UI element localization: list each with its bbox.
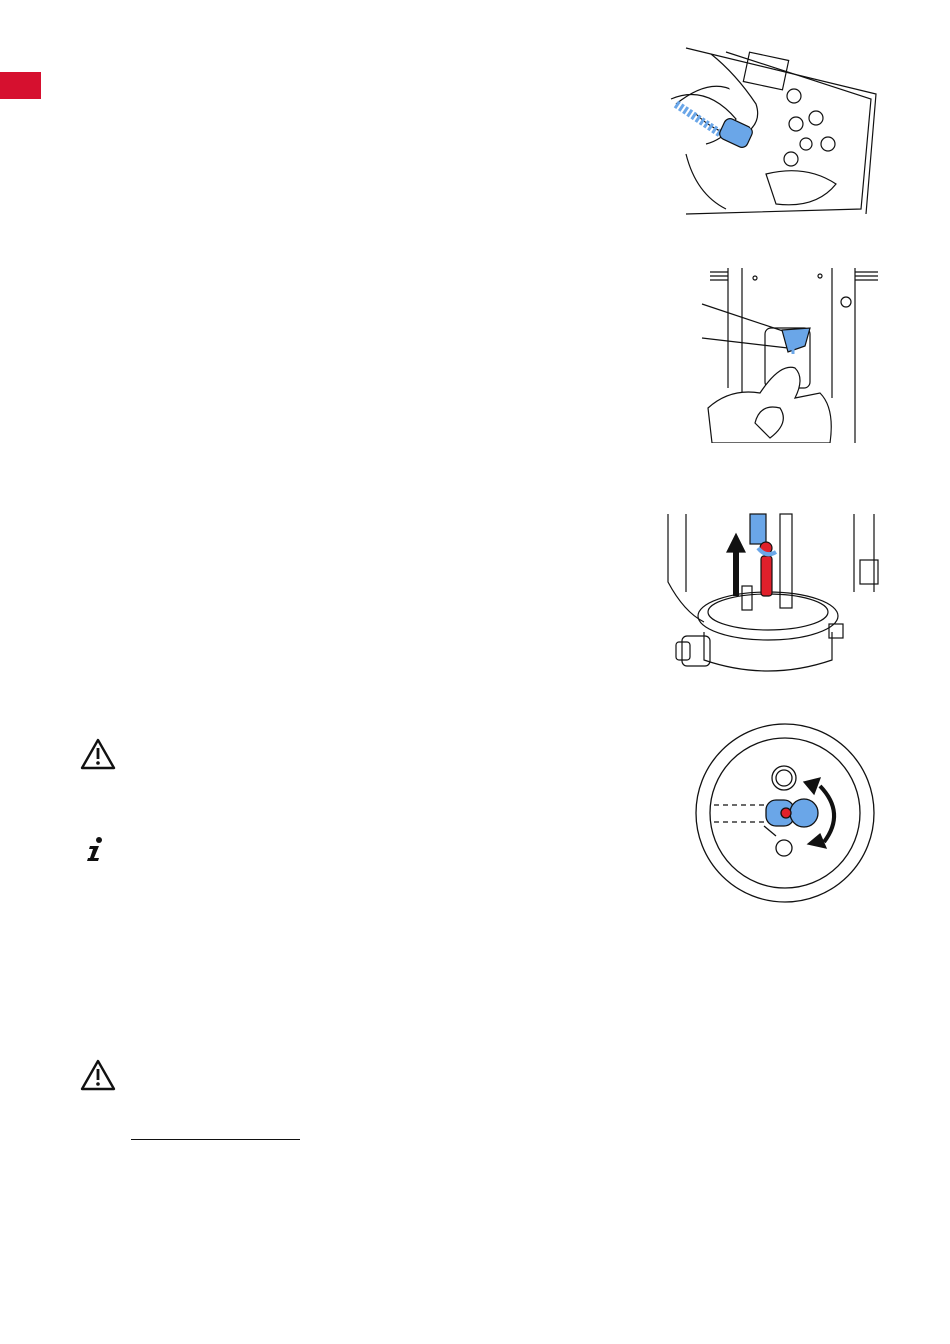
figure-release-button bbox=[700, 268, 880, 443]
figure-lift-pin bbox=[664, 512, 880, 680]
warning-triangle-icon bbox=[80, 1059, 116, 1096]
warning-triangle-icon bbox=[80, 738, 116, 775]
language-tab-marker bbox=[0, 72, 41, 99]
figure-rotate-knob bbox=[694, 722, 876, 904]
figure-hose-connection bbox=[666, 44, 880, 216]
info-icon bbox=[84, 836, 106, 867]
footnote-separator bbox=[131, 1139, 300, 1140]
